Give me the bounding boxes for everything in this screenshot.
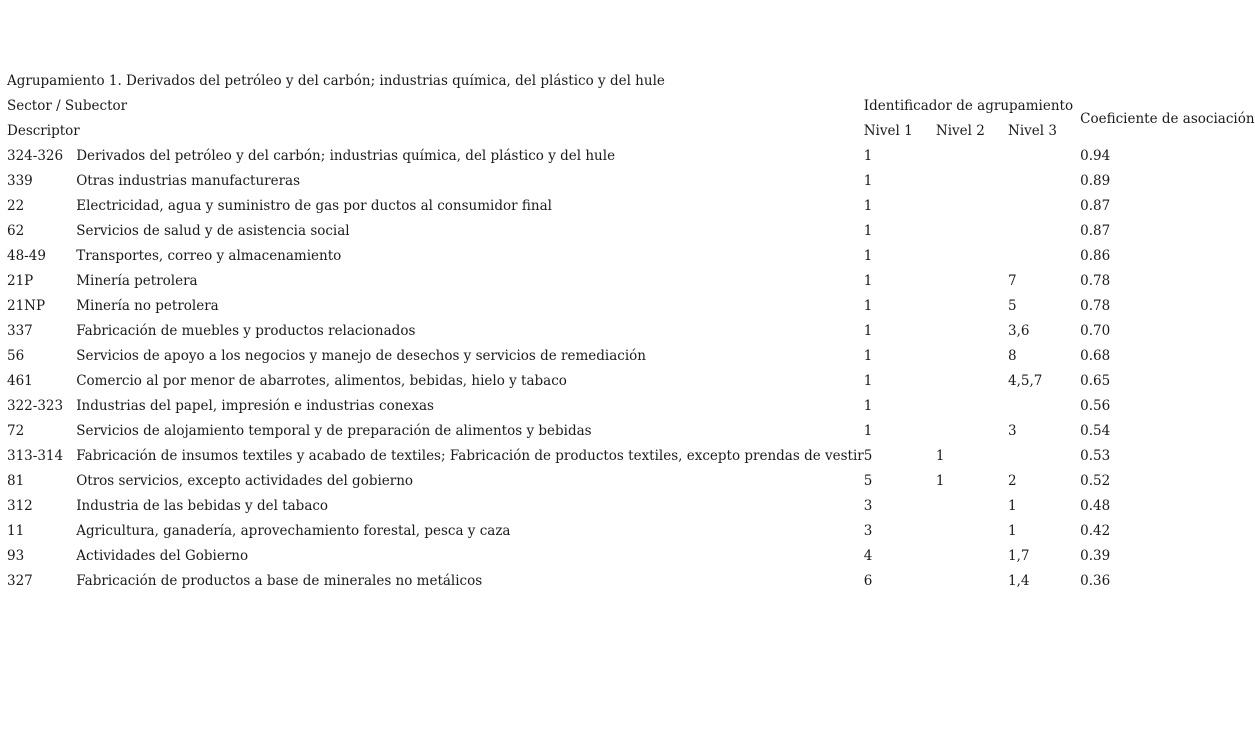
- coeficiente-cell: 0.68: [1080, 348, 1111, 364]
- nivel1-cell: 1: [863, 323, 873, 339]
- nivel1-cell: 5: [863, 473, 873, 489]
- table-row: [7, 494, 1255, 519]
- nivel2-cell: [936, 219, 1008, 244]
- nivel1-cell: 1: [863, 223, 873, 239]
- sector-code-cell: 337: [7, 323, 33, 339]
- coeficiente-cell: 0.39: [1080, 548, 1111, 564]
- description-cell: Industria de las bebidas y del tabaco: [76, 498, 329, 514]
- coeficiente-cell: 0.70: [1080, 323, 1111, 339]
- nivel2-cell: [936, 419, 1008, 444]
- descriptor-header: Descriptor: [7, 123, 80, 139]
- nivel3-cell: [1008, 194, 1080, 219]
- nivel1-cell: 1: [863, 248, 873, 264]
- description-cell: Servicios de alojamiento temporal y de preparación de alimentos y bebidas: [76, 423, 592, 439]
- table-row: [7, 469, 1255, 494]
- nivel3-cell: 1,7: [1008, 548, 1030, 564]
- sector-code-cell: 461: [7, 373, 33, 389]
- nivel3-cell: 8: [1008, 348, 1017, 364]
- nivel3-cell: 3: [1008, 423, 1017, 439]
- nivel3-cell: [1008, 169, 1080, 194]
- coeficiente-cell: 0.53: [1080, 448, 1111, 464]
- table-row: [7, 569, 1255, 594]
- table-body: [7, 144, 1255, 594]
- description-cell: Fabricación de muebles y productos relacionados: [76, 323, 416, 339]
- nivel3-cell: [1008, 394, 1080, 419]
- description-cell: Transportes, correo y almacenamiento: [76, 248, 342, 264]
- nivel3-cell: 2: [1008, 473, 1017, 489]
- table-row: [7, 319, 1255, 344]
- coeficiente-cell: 0.89: [1080, 173, 1111, 189]
- nivel2-header: Nivel 2: [935, 123, 985, 139]
- description-cell: Otras industrias manufactureras: [76, 173, 301, 189]
- table-row: [7, 169, 1255, 194]
- nivel1-cell: 6: [863, 573, 873, 589]
- nivel3-cell: 1,4: [1008, 573, 1030, 589]
- nivel3-cell: [1008, 444, 1080, 469]
- description-cell: Actividades del Gobierno: [76, 548, 249, 564]
- nivel1-cell: 4: [863, 548, 873, 564]
- coeficiente-cell: 0.48: [1080, 498, 1111, 514]
- coeficiente-cell: 0.54: [1080, 423, 1111, 439]
- association-table-container: [7, 69, 1255, 594]
- table-row: [7, 219, 1255, 244]
- description-cell: Minería petrolera: [76, 273, 198, 289]
- nivel1-cell: 1: [863, 148, 873, 164]
- nivel1-cell: 1: [863, 198, 873, 214]
- association-table: [7, 69, 1255, 594]
- description-cell: Otros servicios, excepto actividades del gobierno: [76, 473, 414, 489]
- title-row: [7, 69, 1255, 94]
- coeficiente-cell: 0.87: [1080, 223, 1111, 239]
- sector-code-cell: 11: [7, 523, 25, 539]
- nivel3-cell: [1008, 219, 1080, 244]
- nivel2-cell: [936, 519, 1008, 544]
- nivel3-cell: [1008, 244, 1080, 269]
- coeficiente-cell: 0.87: [1080, 198, 1111, 214]
- description-cell: Minería no petrolera: [76, 298, 219, 314]
- table-row: [7, 344, 1255, 369]
- nivel2-cell: [936, 369, 1008, 394]
- sector-code-cell: 72: [7, 423, 25, 439]
- coeficiente-cell: 0.52: [1080, 473, 1111, 489]
- sector-code-cell: 327: [7, 573, 33, 589]
- nivel1-cell: 1: [863, 398, 873, 414]
- nivel2-cell: [936, 194, 1008, 219]
- nivel2-cell: [936, 544, 1008, 569]
- table-row: [7, 444, 1255, 469]
- sector-header: Sector / Subector: [7, 98, 128, 114]
- sector-code-cell: 62: [7, 223, 25, 239]
- nivel2-cell: [936, 269, 1008, 294]
- sector-code-cell: 324-326: [7, 148, 64, 164]
- sector-code-cell: 48-49: [7, 248, 46, 264]
- coeficiente-cell: 0.86: [1080, 248, 1111, 264]
- nivel1-cell: 1: [863, 173, 873, 189]
- nivel2-cell: [936, 319, 1008, 344]
- sector-code-cell: 21NP: [7, 298, 46, 314]
- nivel3-cell: 3,6: [1008, 323, 1030, 339]
- coeficiente-cell: 0.78: [1080, 298, 1111, 314]
- sector-code-cell: 22: [7, 198, 25, 214]
- coeficiente-cell: 0.42: [1080, 523, 1111, 539]
- nivel2-cell: [936, 169, 1008, 194]
- coeficiente-cell: 0.78: [1080, 273, 1111, 289]
- sector-code-cell: 322-323: [7, 398, 64, 414]
- description-cell: Servicios de apoyo a los negocios y manejo de desechos y servicios de remediación: [76, 348, 647, 364]
- nivel2-cell: 1: [935, 473, 945, 489]
- description-cell: Electricidad, agua y suministro de gas por ductos al consumidor final: [76, 198, 552, 214]
- nivel2-cell: [936, 394, 1008, 419]
- nivel3-cell: [1008, 144, 1080, 169]
- description-cell: Fabricación de productos a base de minerales no metálicos: [76, 573, 483, 589]
- nivel2-cell: [936, 144, 1008, 169]
- sector-code-cell: 339: [7, 173, 33, 189]
- table-row: [7, 294, 1255, 319]
- table-row: [7, 544, 1255, 569]
- table-row: [7, 244, 1255, 269]
- nivel3-cell: 7: [1008, 273, 1017, 289]
- nivel1-cell: 1: [863, 348, 873, 364]
- table-row: [7, 394, 1255, 419]
- nivel1-cell: 5: [863, 448, 873, 464]
- description-cell: Agricultura, ganadería, aprovechamiento forestal, pesca y caza: [76, 523, 511, 539]
- nivel3-cell: 4,5,7: [1008, 373, 1043, 389]
- nivel1-cell: 3: [863, 523, 873, 539]
- sector-code-cell: 312: [7, 498, 33, 514]
- description-cell: Derivados del petróleo y del carbón; industrias química, del plástico y del hule: [76, 148, 616, 164]
- table-row: [7, 369, 1255, 394]
- identificador-header: Identificador de agrupamiento: [863, 98, 1074, 114]
- coeficiente-header: Coeficiente de asociación: [1080, 110, 1255, 127]
- sector-code-cell: 313-314: [7, 448, 64, 464]
- nivel3-cell: 1: [1008, 498, 1017, 514]
- nivel1-cell: 1: [863, 373, 873, 389]
- nivel1-cell: 3: [863, 498, 873, 514]
- sector-code-cell: 56: [7, 348, 25, 364]
- nivel3-cell: 5: [1008, 298, 1017, 314]
- table-row: [7, 419, 1255, 444]
- table-row: [7, 269, 1255, 294]
- nivel2-cell: [936, 494, 1008, 519]
- table-row: [7, 144, 1255, 169]
- nivel3-cell: 1: [1008, 523, 1017, 539]
- description-cell: Fabricación de insumos textiles y acabado de textiles; Fabricación de productos textiles, excepto prendas de vestir: [76, 448, 864, 464]
- description-cell: Servicios de salud y de asistencia social: [76, 223, 350, 239]
- description-cell: Industrias del papel, impresión e industrias conexas: [76, 398, 434, 414]
- nivel3-header: Nivel 3: [1008, 123, 1057, 139]
- table-header: [7, 69, 1255, 144]
- nivel1-cell: 1: [863, 423, 873, 439]
- sector-code-cell: 81: [7, 473, 25, 489]
- header-row-2: [7, 119, 1255, 144]
- nivel1-cell: 1: [863, 273, 873, 289]
- coeficiente-cell: 0.36: [1080, 573, 1111, 589]
- sector-code-cell: 93: [7, 548, 25, 564]
- nivel2-cell: [936, 244, 1008, 269]
- nivel2-cell: [936, 344, 1008, 369]
- table-title: Agrupamiento 1. Derivados del petróleo y del carbón; industrias química, del plástico y del hule: [7, 73, 665, 89]
- sector-code-cell: 21P: [7, 273, 34, 289]
- table-row: [7, 194, 1255, 219]
- nivel2-cell: 1: [935, 448, 945, 464]
- nivel1-header: Nivel 1: [863, 123, 913, 139]
- nivel1-cell: 1: [863, 298, 873, 314]
- coeficiente-cell: 0.65: [1080, 373, 1111, 389]
- nivel2-cell: [936, 569, 1008, 594]
- coeficiente-cell: 0.94: [1080, 148, 1111, 164]
- header-row-1: [7, 94, 1255, 119]
- table-row: [7, 519, 1255, 544]
- nivel2-cell: [936, 294, 1008, 319]
- coeficiente-cell: 0.56: [1080, 398, 1111, 414]
- description-cell: Comercio al por menor de abarrotes, alimentos, bebidas, hielo y tabaco: [76, 373, 567, 389]
